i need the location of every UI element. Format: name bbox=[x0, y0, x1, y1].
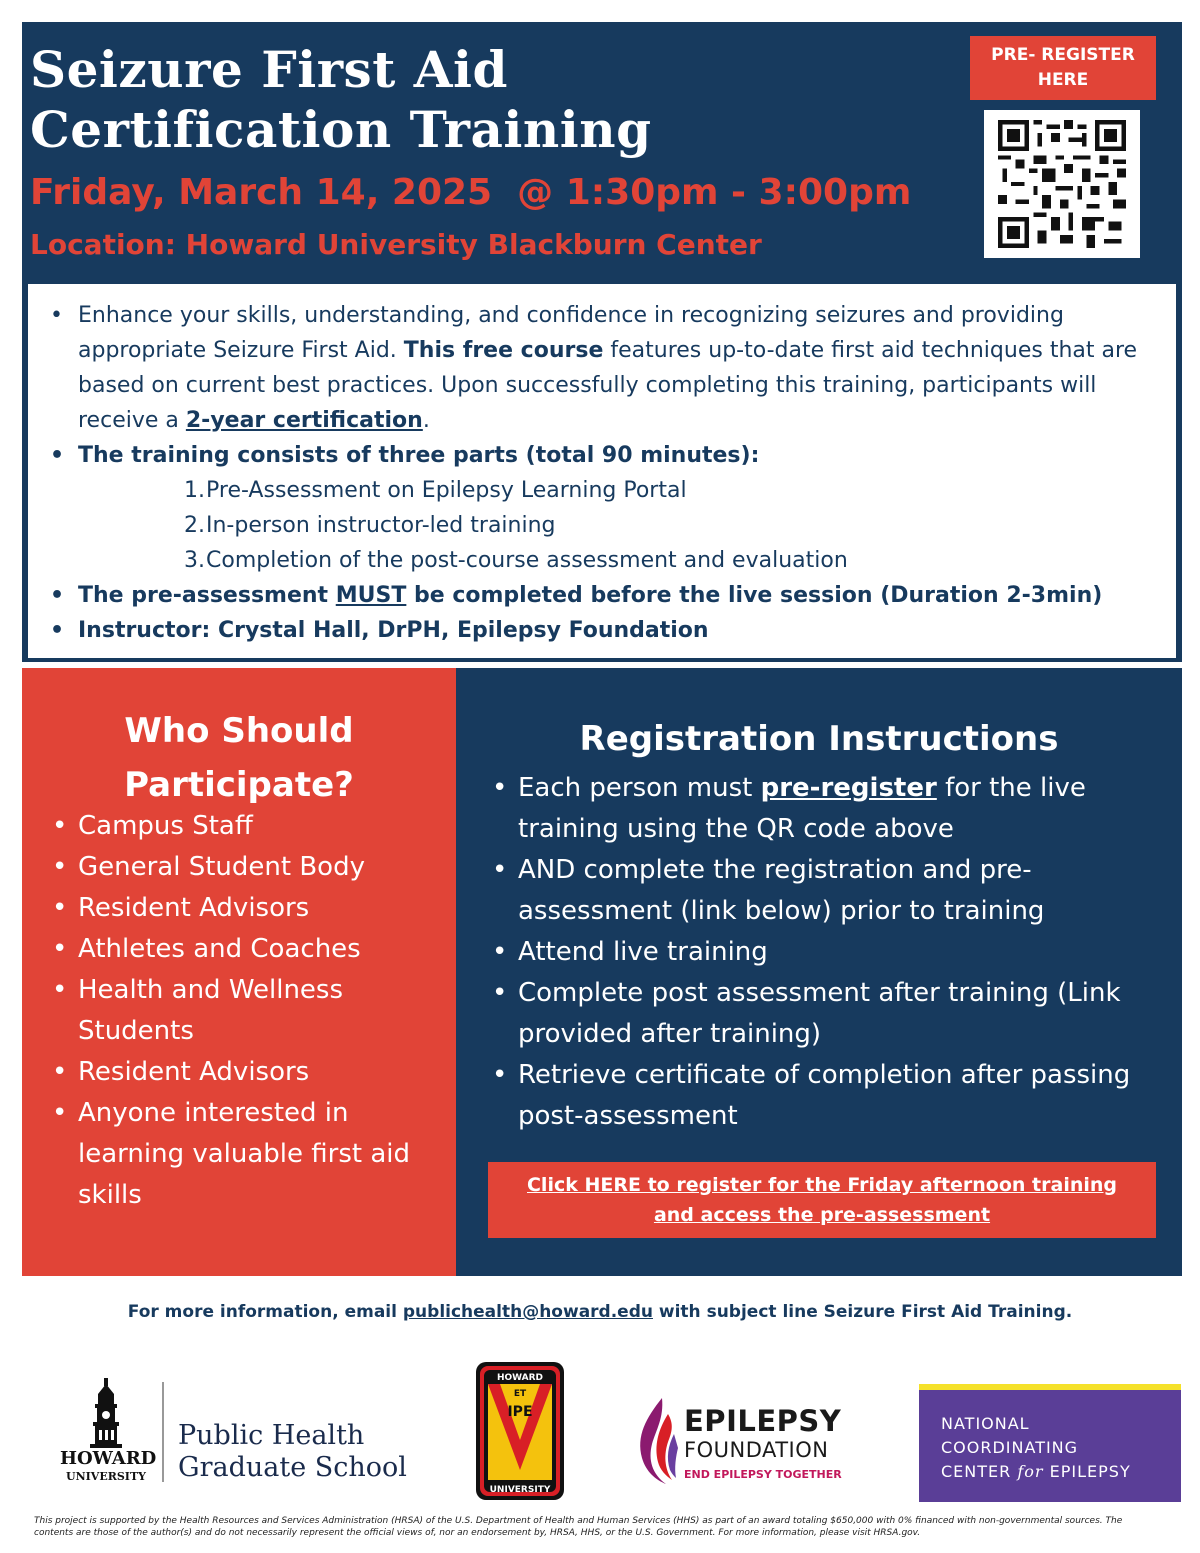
list-item: • Complete post assessment after training (Link provided after training) bbox=[518, 973, 1158, 1055]
funding-disclaimer: This project is supported by the Health Resources and Services Administration (HRSA) of the U.S. Department of Health and Human Services (HHS) as part of an award totaling $650,000 with 0% financed with non-governmental sources. The contents are those of the author(s) and do not necessarily represent the official views of, nor an endorsement by, HRSA, HHS, or the U.S. Government. For more information, please visit HRSA.gov. bbox=[34, 1516, 1123, 1538]
epilepsy-foundation-logo bbox=[632, 1396, 872, 1486]
list-item: • Each person must pre-register for the live training using the QR code above bbox=[518, 768, 1158, 850]
event-location: Location: Howard University Blackburn Center bbox=[30, 228, 762, 261]
list-item: • Anyone interested in learning valuable first aid skills bbox=[78, 1093, 456, 1216]
instructor-bullet: • Instructor: Crystal Hall, DrPH, Epilepsy Foundation bbox=[78, 613, 1178, 648]
pre-assessment-bullet: • The pre-assessment MUST be completed before the live session (Duration 2-3min) bbox=[78, 578, 1178, 613]
registration-steps bbox=[518, 768, 1158, 1137]
pre-register-button[interactable]: PRE- REGISTER HERE bbox=[970, 36, 1156, 100]
intro-bullet: • Enhance your skills, understanding, and confidence in recognizing seizures and providing appropriate Seizure First Aid. This free course features up-to-date first aid techniques that are based on current best practices. Upon successfully completing this training, participants will receive a 2-year certification. bbox=[78, 298, 1178, 438]
shield-ipe-text: IPE bbox=[507, 1404, 533, 1420]
list-item: • Attend live training bbox=[518, 932, 1158, 973]
registration-panel bbox=[456, 668, 1182, 1276]
howard-ipe-shield-logo bbox=[474, 1360, 566, 1502]
foundation-wordmark: FOUNDATION bbox=[684, 1438, 829, 1462]
tagline: END EPILEPSY TOGETHER bbox=[684, 1468, 842, 1481]
howard-tower-icon bbox=[60, 1376, 152, 1448]
course-info-list bbox=[78, 298, 1178, 648]
participant-list bbox=[78, 806, 456, 1216]
registration-title: Registration Instructions bbox=[579, 719, 1059, 759]
qr-code[interactable] bbox=[984, 110, 1140, 258]
more-info-line: For more information, email publichealth@howard.edu with subject line Seizure First Aid Training. bbox=[127, 1302, 1073, 1322]
header-banner bbox=[22, 22, 1182, 662]
list-item: • Campus Staff bbox=[78, 806, 456, 847]
howard-university-wordmark: UNIVERSITY bbox=[66, 1470, 146, 1483]
pre-register-link[interactable]: pre-register bbox=[760, 773, 937, 803]
part-item: 2. In-person instructor-led training bbox=[184, 513, 556, 538]
public-health-graduate-school-wordmark: Public Health Graduate School bbox=[178, 1420, 407, 1483]
list-item: • Resident Advisors bbox=[78, 888, 456, 929]
page-title: Seizure First Aid Certification Training bbox=[30, 40, 652, 159]
who-should-participate-panel bbox=[22, 668, 456, 1276]
epilepsy-wordmark: EPILEPSY bbox=[684, 1404, 842, 1438]
flame-icon bbox=[632, 1396, 678, 1486]
list-item: • Resident Advisors bbox=[78, 1052, 456, 1093]
list-item: • Retrieve certificate of completion after passing post-assessment bbox=[518, 1055, 1158, 1137]
ncce-logo: NATIONAL COORDINATING CENTER for EPILEPSY bbox=[919, 1384, 1181, 1502]
parts-list-wrap bbox=[78, 473, 1178, 578]
parts-heading: • The training consists of three parts (total 90 minutes): bbox=[78, 438, 1178, 473]
list-item: • Athletes and Coaches bbox=[78, 929, 456, 970]
list-item: • General Student Body bbox=[78, 847, 456, 888]
list-item: • Health and Wellness Students bbox=[78, 970, 456, 1052]
shield-bottom-text: UNIVERSITY bbox=[489, 1485, 551, 1495]
part-item: 1. Pre-Assessment on Epilepsy Learning Portal bbox=[184, 478, 687, 503]
shield-et-text: ET bbox=[513, 1389, 527, 1399]
howard-public-health-logo bbox=[60, 1376, 420, 1496]
qr-code-icon bbox=[994, 120, 1130, 248]
shield-top-text: HOWARD bbox=[496, 1373, 544, 1383]
howard-wordmark: HOWARD bbox=[60, 1448, 157, 1469]
list-item: • AND complete the registration and pre-assessment (link below) prior to training bbox=[518, 850, 1158, 932]
register-link-button[interactable]: Click HERE to register for the Friday afternoon training and access the pre-assessment bbox=[488, 1162, 1156, 1238]
part-item: 3. Completion of the post-course assessment and evaluation bbox=[184, 548, 848, 573]
who-title: Who Should Participate? bbox=[124, 711, 354, 805]
course-info-box bbox=[28, 284, 1176, 658]
email-link[interactable]: publichealth@howard.edu bbox=[402, 1302, 653, 1322]
event-date: Friday, March 14, 2025 @ 1:30pm - 3:00pm bbox=[30, 172, 912, 213]
parts-list bbox=[184, 473, 1178, 578]
sponsor-logos bbox=[0, 1360, 1200, 1510]
logo-divider bbox=[162, 1382, 164, 1482]
